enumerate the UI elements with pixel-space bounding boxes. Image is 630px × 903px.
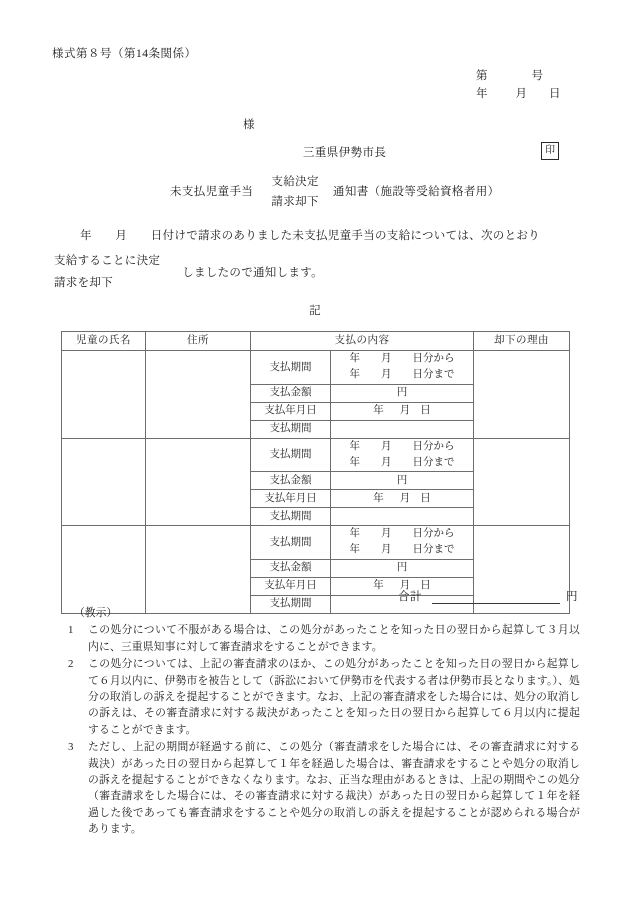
instructions-list xyxy=(68,622,580,837)
body-tail: しましたので通知します。 xyxy=(182,266,323,279)
total-value-field[interactable] xyxy=(432,591,560,604)
table-row xyxy=(62,351,570,385)
cell-rejection-reason[interactable] xyxy=(474,351,570,439)
cell-period-2-value[interactable] xyxy=(331,420,474,438)
document-number-unit: 号 xyxy=(531,70,543,82)
document-number-label: 第 xyxy=(476,70,488,82)
table-header-row xyxy=(62,332,570,351)
period-from-text: 年 月 日分から xyxy=(349,528,455,540)
instruction-number: 1 xyxy=(68,624,74,637)
cell-label-period: 支払期間 xyxy=(251,351,331,385)
cell-period-2-value[interactable] xyxy=(331,508,474,526)
instruction-item xyxy=(68,656,580,738)
cell-label-payment-date: 支払年月日 xyxy=(251,402,331,420)
cell-child-name[interactable] xyxy=(62,526,146,614)
cell-amount-value[interactable]: 円 xyxy=(331,384,474,402)
instructions-heading: （教示） xyxy=(74,607,118,619)
header-address: 住所 xyxy=(146,332,251,351)
body-option-decide: 支給することに決定 xyxy=(54,255,161,267)
title-option-stack xyxy=(271,172,319,212)
cell-label-amount: 支払金額 xyxy=(251,472,331,490)
instruction-number: 2 xyxy=(68,658,74,671)
table-row xyxy=(62,526,570,560)
seal-stamp-box: 印 xyxy=(541,142,559,160)
body-line-1: 年 月 日付けで請求のありました未支払児童手当の支給については、次のとおり xyxy=(80,230,540,242)
cell-payment-date-value[interactable]: 年 月 日 xyxy=(331,490,474,508)
cell-label-period: 支払期間 xyxy=(251,438,331,472)
cell-label-period: 支払期間 xyxy=(251,526,331,560)
cell-label-amount: 支払金額 xyxy=(251,559,331,577)
total-label: 合計 xyxy=(398,591,422,603)
cell-payment-date-value[interactable]: 年 月 日 xyxy=(331,402,474,420)
header-payment-content: 支払の内容 xyxy=(251,332,474,351)
instruction-item xyxy=(68,622,580,655)
payment-details-table xyxy=(61,331,570,614)
ki-marker: 記 xyxy=(309,305,321,317)
addressee-suffix: 様 xyxy=(243,119,255,131)
cell-child-name[interactable] xyxy=(62,438,146,526)
period-from-text: 年 月 日分から xyxy=(349,353,455,364)
cell-label-payment-date: 支払年月日 xyxy=(251,490,331,508)
instruction-text: この処分については、上記の審査請求のほか、この処分があったことを知った日の翌日から起算して６月以内に、伊勢市を被告として（訴訟において伊勢市を代表する者は伊勢市長となります。）、処分の取消しの訴えを提起することができます。なお、上記の審査請求をした場合には、処分の取消しの訴えは、その審査請求に対する裁決があったことを知った日の翌日から起算して６月以内に提起することができます。 xyxy=(88,658,580,736)
cell-label-amount: 支払金額 xyxy=(251,384,331,402)
instructions-section xyxy=(68,605,580,838)
cell-label-period-2: 支払期間 xyxy=(251,508,331,526)
cell-address[interactable] xyxy=(146,438,251,526)
cell-address[interactable] xyxy=(146,351,251,439)
title-tail: 通知書（施設等受給資格者用） xyxy=(332,185,500,198)
form-number: 様式第８号（第14条関係） xyxy=(52,48,197,60)
body-option-reject: 請求を却下 xyxy=(54,276,113,289)
cell-period-value[interactable] xyxy=(331,351,474,385)
period-to-text: 年 月 日分まで xyxy=(349,544,455,556)
date-month-label: 月 xyxy=(515,87,527,100)
cell-label-period-2: 支払期間 xyxy=(251,420,331,438)
title-option-kyakka: 請求却下 xyxy=(271,196,319,209)
cell-amount-value[interactable]: 円 xyxy=(331,559,474,577)
instruction-text: ただし、上記の期間が経過する前に、この処分（審査請求をした場合には、その審査請求に対する裁決）があった日の翌日から起算して１年を経過した場合は、審査請求をすることや処分の取消しの訴えを提起することができなくなります。なお、正当な理由があるときは、上記の期間やこの処分（審査請求をした場合には、その審査請求に対する裁決）があった日の翌日から起算して１年を経過した後であっても審査請求をすることや処分の取消しの訴えを提起することが認められる場合があります。 xyxy=(88,741,580,836)
period-from-text: 年 月 日分から xyxy=(349,440,455,452)
document-title xyxy=(170,172,500,212)
date-day-label: 日 xyxy=(549,87,561,100)
cell-payment-date-value[interactable]: 年 月 日 xyxy=(331,577,474,595)
cell-label-payment-date: 支払年月日 xyxy=(251,577,331,595)
body-decision-group xyxy=(54,251,323,295)
instruction-text: この処分について不服がある場合は、この処分があったことを知った日の翌日から起算して３月以内に、三重県知事に対して審査請求をすることができます。 xyxy=(88,624,580,653)
header-child-name: 児童の氏名 xyxy=(62,332,146,351)
cell-rejection-reason[interactable] xyxy=(474,438,570,526)
cell-label-period-2: 支払期間 xyxy=(251,595,331,613)
cell-amount-value[interactable]: 円 xyxy=(331,472,474,490)
header-rejection-reason: 却下の理由 xyxy=(474,332,570,351)
period-to-text: 年 月 日分まで xyxy=(349,369,455,381)
date-year-label: 年 xyxy=(476,87,488,100)
title-option-shikyu: 支給決定 xyxy=(271,176,319,188)
table-row xyxy=(62,438,570,472)
title-lead: 未支払児童手当 xyxy=(170,185,254,198)
table-body xyxy=(62,351,570,614)
cell-child-name[interactable] xyxy=(62,351,146,439)
body-option-stack xyxy=(54,251,160,295)
cell-period-value[interactable] xyxy=(331,438,474,472)
document-date-row xyxy=(476,86,561,104)
issuer-name: 三重県伊勢市長 xyxy=(303,147,387,159)
total-row xyxy=(398,589,578,606)
total-unit: 円 xyxy=(566,591,578,603)
document-number-row xyxy=(476,68,561,86)
period-to-text: 年 月 日分まで xyxy=(349,456,455,468)
instruction-number: 3 xyxy=(68,741,74,754)
document-number-block xyxy=(476,68,561,104)
cell-period-value[interactable] xyxy=(331,526,474,560)
cell-address[interactable] xyxy=(146,526,251,614)
instruction-item xyxy=(68,739,580,837)
